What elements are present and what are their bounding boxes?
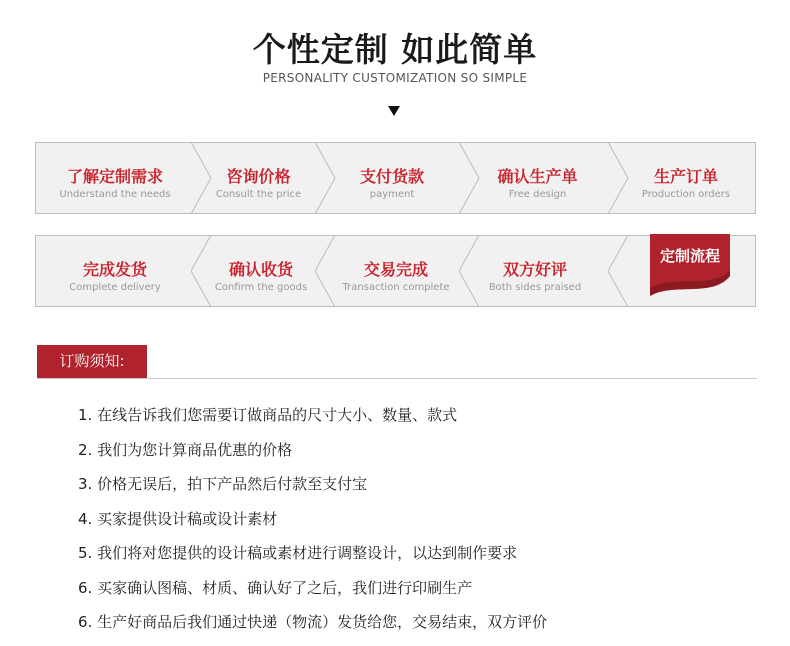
- step-confirm-production: [466, 143, 609, 213]
- page-title: 个性定制 如此简单: [252, 30, 538, 69]
- flow-tag-label: 定制流程: [659, 247, 720, 265]
- step-transaction-complete: [331, 236, 461, 306]
- process-row-2: [35, 235, 756, 307]
- step-subtitle: Free design: [508, 189, 567, 200]
- step-consult-price: [198, 143, 319, 213]
- notice-list: [78, 398, 547, 640]
- step-subtitle: Both sides praised: [488, 282, 582, 293]
- list-item: 6. 生产好商品后我们通过快递（物流）发货给您，交易结束，双方评价: [78, 613, 548, 631]
- list-item: 5. 我们将对您提供的设计稿或素材进行调整设计，以达到制作要求: [78, 544, 518, 562]
- page-subtitle: PERSONALITY CUSTOMIZATION SO SIMPLE: [262, 71, 528, 85]
- ribbon-tag-icon: [650, 234, 730, 298]
- step-both-praised: [472, 236, 598, 306]
- step-title: 确认收货: [228, 260, 293, 279]
- step-title: 确认生产单: [497, 167, 578, 186]
- step-subtitle: Complete delivery: [69, 282, 161, 293]
- step-title: 支付货款: [359, 167, 424, 186]
- step-subtitle: Consult the price: [215, 189, 302, 200]
- divider: [37, 378, 757, 379]
- list-item: 6. 买家确认图稿、材质、确认好了之后，我们进行印刷生产: [78, 578, 473, 597]
- step-title: 了解定制需求: [66, 167, 163, 186]
- process-row-1: [35, 142, 756, 214]
- step-title: 完成发货: [82, 260, 147, 279]
- list-item: 1. 在线告诉我们您需要订做商品的尺寸大小、数量、款式: [78, 406, 458, 424]
- list-item: 4. 买家提供设计稿或设计素材: [78, 509, 278, 528]
- step-subtitle: Understand the needs: [59, 189, 171, 200]
- step-understand-needs: [36, 143, 194, 213]
- list-item: 3. 价格无误后，拍下产品然后付款至支付宝: [78, 475, 368, 493]
- step-subtitle: Confirm the goods: [214, 282, 308, 293]
- step-production-orders: [616, 143, 756, 213]
- step-payment: [324, 143, 460, 213]
- list-item: 2. 我们为您计算商品优惠的价格: [78, 440, 293, 459]
- step-title: 双方好评: [502, 260, 567, 279]
- step-subtitle: Transaction complete: [342, 282, 450, 293]
- step-title: 交易完成: [363, 260, 428, 279]
- step-subtitle: payment: [369, 189, 415, 200]
- chevron-down-icon: [388, 106, 400, 116]
- step-confirm-goods: [204, 236, 318, 306]
- notice-heading: 订购须知:: [37, 345, 147, 378]
- step-complete-delivery: [36, 236, 194, 306]
- chevron-left-icon: [608, 235, 630, 307]
- step-title: 咨询价格: [226, 167, 291, 186]
- step-title: 生产订单: [653, 167, 718, 186]
- step-subtitle: Production orders: [641, 189, 731, 200]
